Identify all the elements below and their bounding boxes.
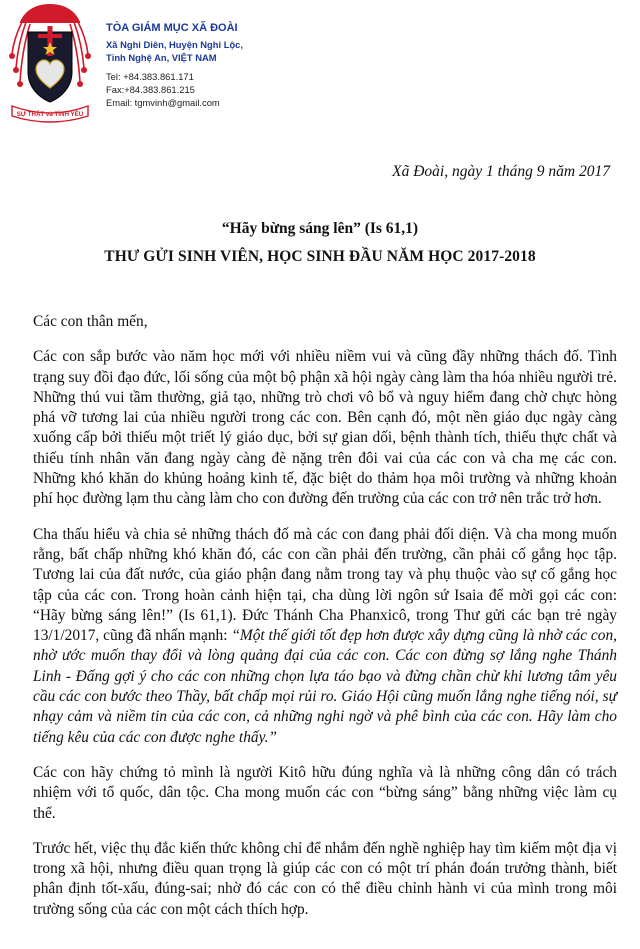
paragraph-2	[33, 525, 617, 748]
address-line-2: Tỉnh Nghệ An, VIỆT NAM	[106, 52, 217, 63]
logo-motto: SỰ THẬT và TÌNH YÊU	[16, 111, 84, 118]
letterhead-text	[106, 22, 243, 109]
diocese-coat-of-arms-icon	[4, 2, 96, 128]
letter-date: Xã Đoài, ngày 1 tháng 9 năm 2017	[392, 163, 610, 180]
phone: Tel: +84.383.861.171	[106, 71, 194, 82]
paragraph-4: Trước hết, việc thụ đắc kiến thức không chỉ để nhắm đến nghề nghiệp hay tìm kiếm một địa vị trong xã hội, nhưng điều quan trọng là giúp các con có một trí phán đoán trưởng thành, biết phân định tốt-xấu, đúng-sai; nhờ đó các con có thể điều chỉnh hành vi của mình trong môi trường sống của các con một cách thích hợp.	[33, 839, 617, 918]
pope-quote: “Một thế giới tốt đẹp hơn được xây dựng cũng là nhờ các con, nhờ ước muốn thay đổi và lòng quảng đại của các con. Các con đừng sợ lắng nghe Thánh Linh - Đấng gợi ý cho các con những chọn lựa táo bạo và đừng chần chừ khi lương tâm yêu cầu các con bước theo Thầy, bất chấp mọi rủi ro. Giáo Hội cũng muốn lắng nghe tiếng nói, sự nhạy cảm và niềm tin của các con, cả những nghi ngờ và phê bình của các con. Hãy làm cho tiếng kêu của các con được nghe thấy.”	[33, 627, 617, 746]
greeting: Các con thân mến,	[33, 313, 148, 330]
letterhead	[0, 0, 640, 140]
org-name: TÒA GIÁM MỤC XÃ ĐOÀI	[106, 22, 238, 34]
address-line-1: Xã Nghi Diên, Huyện Nghi Lộc,	[106, 39, 243, 50]
letter-subtitle: “Hãy bừng sáng lên” (Is 61,1)	[221, 220, 419, 237]
email: Email: tgmvinh@gmail.com	[106, 97, 220, 108]
fax: Fax:+84.383.861.215	[106, 84, 195, 95]
paragraph-2-text: Cha thấu hiểu và chia sẻ những thách đố mà các con đang phải đối diện. Và cha mong muốn rằng, bất chấp những khó khăn đó, các con cần phải đến trường, cần phải cố gắng học tập. Tương lai của đất nước, của giáo phận đang nằm trong tay và phụ thuộc vào sự cố gắng học tập của các con. Trong hoàn cảnh hiện tại, cha dùng lời ngôn sứ Isaia để mời gọi các con: “Hãy bừng sáng lên!” (Is 61,1). Đức Thánh Cha Phanxicô, trong Thư gửi các bạn trẻ ngày 13/1/2017, cũng đã nhấn mạnh:	[33, 525, 617, 645]
paragraph-1: Các con sắp bước vào năm học mới với nhiều niềm vui và cũng đầy những thách đố. Tình trạng suy đồi đạo đức, lối sống của một bộ phận xã hội ngày càng làm tha hóa nhiều người trẻ. Những thú vui tầm thường, giả tạo, những trò chơi vô bổ và nguy hiểm đang chờ chực hòng phá vỡ tương lai của nhiều người trong các con. Bên cạnh đó, một nền giáo dục ngày càng xuống cấp bởi thiếu một triết lý giáo dục, bởi sự gian dối, bệnh thành tích, thiếu thực chất và thiếu tính nhân văn đang ngày càng đè nặng trên đôi vai của các con và cha mẹ các con. Những khó khăn do khủng hoảng kinh tế, đặc biệt do thảm họa môi trường và những khoản phí học đường lạm thu càng làm cho con đường đến trường của các con trở nên trắc trở hơn.	[33, 348, 617, 508]
paragraph-3: Các con hãy chứng tỏ mình là người Kitô hữu đúng nghĩa và là những công dân có trách nhiệm với tổ quốc, dân tộc. Cha mong muốn các con “bừng sáng” bằng những việc làm cụ thể.	[33, 763, 617, 822]
letter-title: THƯ GỬI SINH VIÊN, HỌC SINH ĐẦU NĂM HỌC 2017-2018	[104, 248, 536, 265]
letter-body	[33, 312, 617, 935]
